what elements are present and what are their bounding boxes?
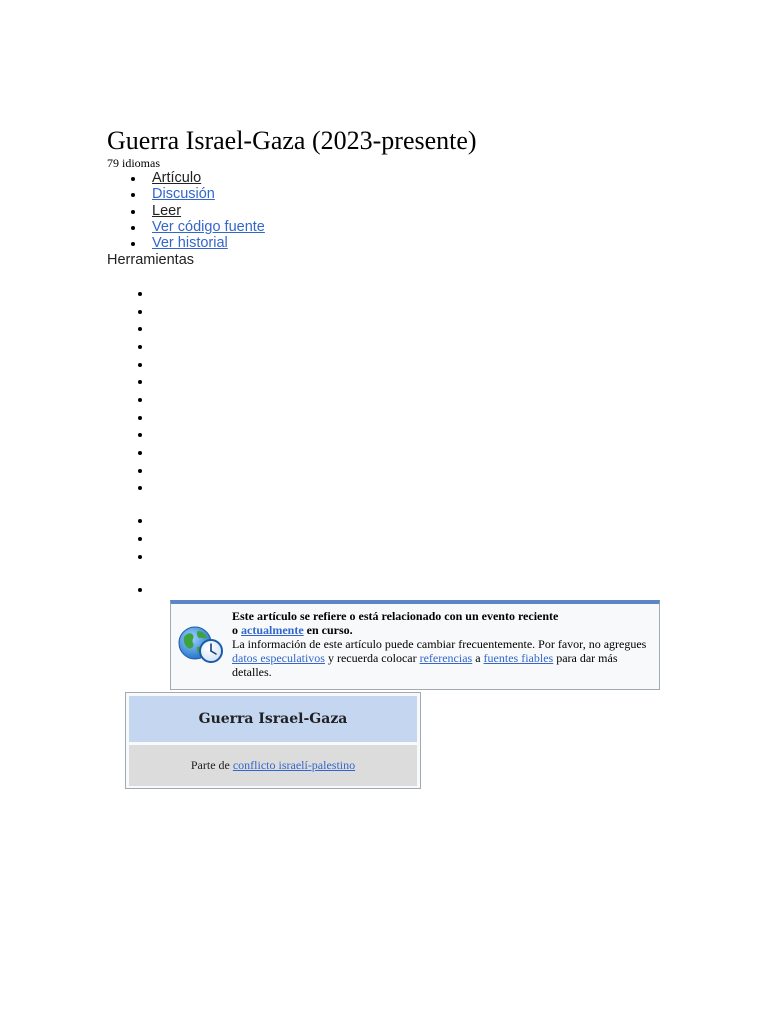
current-event-notice [170, 600, 660, 690]
tab-article[interactable] [152, 170, 265, 186]
notice-heading: Este artículo se refiere o está relacionado con un evento reciente [232, 609, 559, 623]
link-conflicto-israeli-palestino[interactable]: conflicto israelí-palestino [232, 758, 356, 772]
tab-history-label[interactable]: Ver historial [152, 235, 228, 252]
tab-view-source[interactable] [152, 219, 265, 235]
list-bullet [138, 398, 142, 402]
list-bullet [138, 363, 142, 367]
infobox [125, 692, 421, 789]
list-bullet [138, 416, 142, 420]
list-bullet [138, 310, 142, 314]
notice-body-2: y recuerda colocar [324, 651, 420, 665]
list-bullet [131, 226, 135, 230]
tab-article-label[interactable]: Artículo [152, 170, 202, 186]
list-bullet [138, 345, 142, 349]
link-datos-especulativos[interactable]: datos especulativos [232, 651, 325, 665]
list-bullet [131, 210, 135, 214]
notice-suffix: en curso. [303, 623, 353, 637]
languages-button[interactable]: 79 idiomas [107, 156, 160, 170]
list-bullet [138, 327, 142, 331]
list-bullet [138, 588, 142, 592]
link-actualmente[interactable]: actualmente [241, 623, 304, 637]
notice-heading-line2 [232, 623, 353, 637]
list-bullet [138, 433, 142, 437]
tab-read-label[interactable]: Leer [152, 202, 182, 219]
notice-body-3: a [472, 651, 484, 665]
infobox-title: Guerra Israel-Gaza [129, 696, 417, 742]
list-bullet [131, 193, 135, 197]
notice-body-4: para dar más detalles. [232, 651, 618, 679]
current-event-notice-text [232, 609, 652, 679]
tab-view-source-label[interactable]: Ver código fuente [152, 218, 265, 235]
tab-discussion[interactable] [152, 186, 265, 202]
notice-prefix: o [232, 623, 241, 637]
list-bullet [138, 537, 142, 541]
tab-history[interactable] [152, 235, 265, 251]
tab-discussion-label[interactable]: Discusión [152, 186, 215, 203]
infobox-part-of [129, 745, 417, 786]
page-title: Guerra Israel-Gaza (2023-presente) [107, 126, 477, 155]
list-bullet [138, 519, 142, 523]
link-referencias[interactable]: referencias [419, 651, 473, 665]
globe-clock-icon [177, 625, 225, 665]
list-bullet [131, 177, 135, 181]
list-bullet [138, 292, 142, 296]
view-tabs [152, 170, 265, 251]
list-bullet [138, 451, 142, 455]
list-bullet [138, 380, 142, 384]
list-bullet [138, 555, 142, 559]
list-bullet [131, 242, 135, 246]
tab-read[interactable] [152, 203, 265, 219]
notice-body-1: La información de este artículo puede cambiar frecuentemente. Por favor, no agregues [232, 637, 647, 651]
tools-menu-label[interactable]: Herramientas [107, 252, 195, 268]
infobox-part-prefix: Parte de [190, 758, 233, 772]
list-bullet [138, 469, 142, 473]
list-bullet [138, 486, 142, 490]
link-fuentes-fiables[interactable]: fuentes fiables [483, 651, 554, 665]
